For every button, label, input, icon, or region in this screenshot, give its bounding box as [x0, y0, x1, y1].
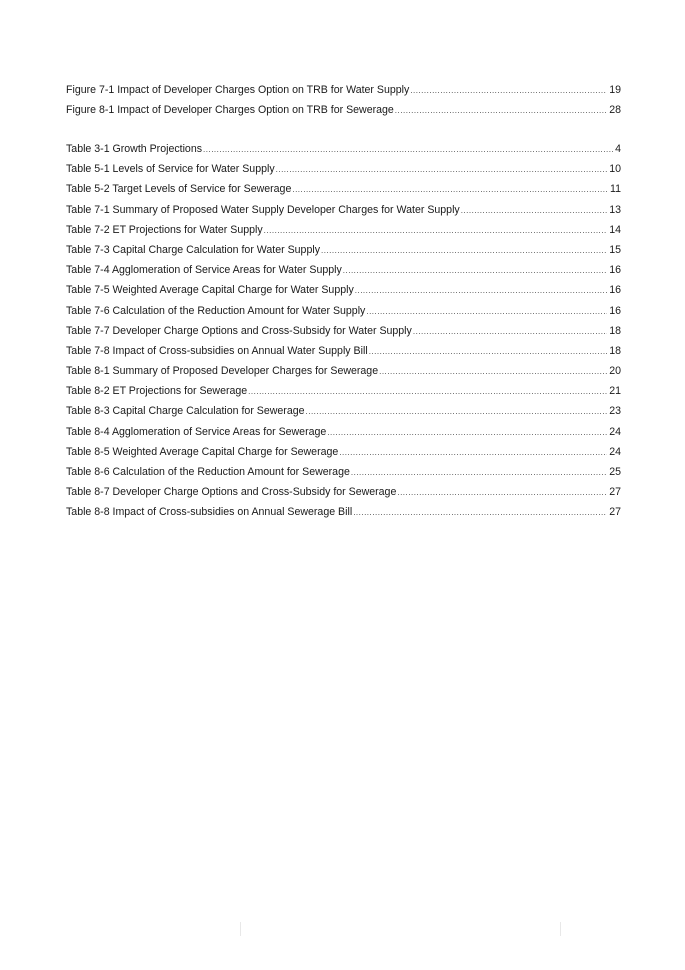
dot-leader [351, 463, 607, 483]
table-entry-page-number: 15 [609, 243, 621, 256]
table-entry-page-number: 4 [615, 143, 621, 155]
table-entry-title: Table 5-2 Target Levels of Service for Sewerage [66, 183, 292, 196]
table-entry-title: Table 5-1 Levels of Service for Water Supply [66, 163, 275, 176]
footer-divider [560, 922, 561, 936]
table-entry[interactable] [66, 502, 621, 522]
dot-leader [369, 342, 608, 362]
table-entry-title: Table 8-4 Agglomeration of Service Areas for Sewerage [66, 425, 327, 438]
table-entry[interactable] [66, 159, 621, 179]
table-entry[interactable] [66, 381, 621, 401]
dot-leader [355, 281, 607, 301]
figure-entry-page-number: 19 [609, 84, 621, 96]
dot-leader [413, 322, 607, 342]
table-entry-title: Table 8-3 Capital Charge Calculation for Sewerage [66, 405, 305, 418]
table-entry-page-number: 10 [609, 163, 621, 176]
table-entry-title: Table 7-3 Capital Charge Calculation for Water Supply [66, 243, 320, 256]
table-entry-title: Table 7-2 ET Projections for Water Supply [66, 223, 263, 236]
figure-entry[interactable] [66, 80, 621, 100]
dot-leader [353, 503, 607, 523]
table-entry-title: Table 7-8 Impact of Cross-subsidies on Annual Water Supply Bill [66, 344, 368, 357]
table-entry-title: Table 7-4 Agglomeration of Service Areas for Water Supply [66, 264, 342, 277]
table-entry-title: Table 8-6 Calculation of the Reduction Amount for Sewerage [66, 466, 350, 478]
table-entry[interactable] [66, 179, 621, 199]
table-entry-page-number: 16 [609, 304, 621, 317]
table-entry-title: Table 8-7 Developer Charge Options and Cross-Subsidy for Sewerage [66, 486, 397, 499]
table-entry-title: Table 8-2 ET Projections for Sewerage [66, 385, 248, 398]
table-entry[interactable] [66, 482, 621, 502]
dot-leader [339, 443, 607, 463]
dot-leader [276, 160, 608, 180]
table-entry-page-number: 27 [609, 486, 621, 499]
dot-leader [248, 382, 607, 402]
table-entry[interactable] [66, 220, 621, 240]
table-entry-page-number: 20 [609, 365, 621, 378]
table-entry-page-number: 25 [609, 466, 621, 478]
table-entry-page-number: 23 [609, 405, 621, 418]
dot-leader [292, 180, 608, 200]
figure-entry-page-number: 28 [609, 104, 621, 117]
footer-divider [240, 922, 241, 936]
dot-leader [203, 140, 613, 160]
table-entry-page-number: 27 [609, 506, 621, 519]
list-of-figures [66, 80, 621, 120]
table-entry[interactable] [66, 200, 621, 220]
dot-leader [327, 423, 607, 443]
table-entry-title: Table 7-1 Summary of Proposed Water Supply Developer Charges for Water Supply [66, 203, 460, 216]
table-entry-page-number: 21 [609, 385, 621, 398]
figure-entry-title: Figure 7-1 Impact of Developer Charges Option on TRB for Water Supply [66, 84, 410, 96]
dot-leader [366, 302, 607, 322]
table-entry-title: Table 8-8 Impact of Cross-subsidies on Annual Sewerage Bill [66, 506, 353, 519]
table-entry[interactable] [66, 401, 621, 421]
table-entry[interactable] [66, 260, 621, 280]
dot-leader [321, 241, 607, 261]
table-entry-page-number: 14 [609, 223, 621, 236]
table-entry-page-number: 16 [609, 264, 621, 277]
figure-entry-title: Figure 8-1 Impact of Developer Charges Option on TRB for Sewerage [66, 104, 394, 117]
dot-leader [461, 201, 607, 221]
table-entry-title: Table 3-1 Growth Projections [66, 143, 203, 155]
table-entry[interactable] [66, 280, 621, 300]
table-entry-title: Table 8-5 Weighted Average Capital Charge for Sewerage [66, 445, 339, 458]
figure-entry[interactable] [66, 100, 621, 120]
dot-leader [343, 261, 607, 281]
table-entry-title: Table 7-6 Calculation of the Reduction Amount for Water Supply [66, 304, 366, 317]
table-entry[interactable] [66, 240, 621, 260]
table-entry[interactable] [66, 321, 621, 341]
table-entry[interactable] [66, 462, 621, 482]
dot-leader [264, 221, 608, 241]
table-entry-page-number: 18 [609, 324, 621, 337]
dot-leader [397, 483, 607, 503]
table-entry-page-number: 11 [610, 183, 621, 196]
list-of-tables [66, 139, 621, 523]
dot-leader [395, 101, 607, 121]
table-entry-title: Table 7-5 Weighted Average Capital Charge for Water Supply [66, 284, 354, 297]
table-entry-page-number: 16 [609, 284, 621, 297]
table-entry-page-number: 24 [609, 445, 621, 458]
table-entry-title: Table 7-7 Developer Charge Options and Cross-Subsidy for Water Supply [66, 324, 412, 337]
dot-leader [410, 81, 607, 101]
table-entry[interactable] [66, 422, 621, 442]
dot-leader [379, 362, 607, 382]
table-entry[interactable] [66, 341, 621, 361]
table-entry-page-number: 13 [609, 203, 621, 216]
table-entry[interactable] [66, 442, 621, 462]
table-entry-title: Table 8-1 Summary of Proposed Developer Charges for Sewerage [66, 365, 379, 378]
table-entry[interactable] [66, 361, 621, 381]
dot-leader [306, 402, 608, 422]
table-entry-page-number: 18 [609, 344, 621, 357]
table-entry[interactable] [66, 301, 621, 321]
table-entry[interactable] [66, 139, 621, 159]
table-entry-page-number: 24 [609, 425, 621, 438]
